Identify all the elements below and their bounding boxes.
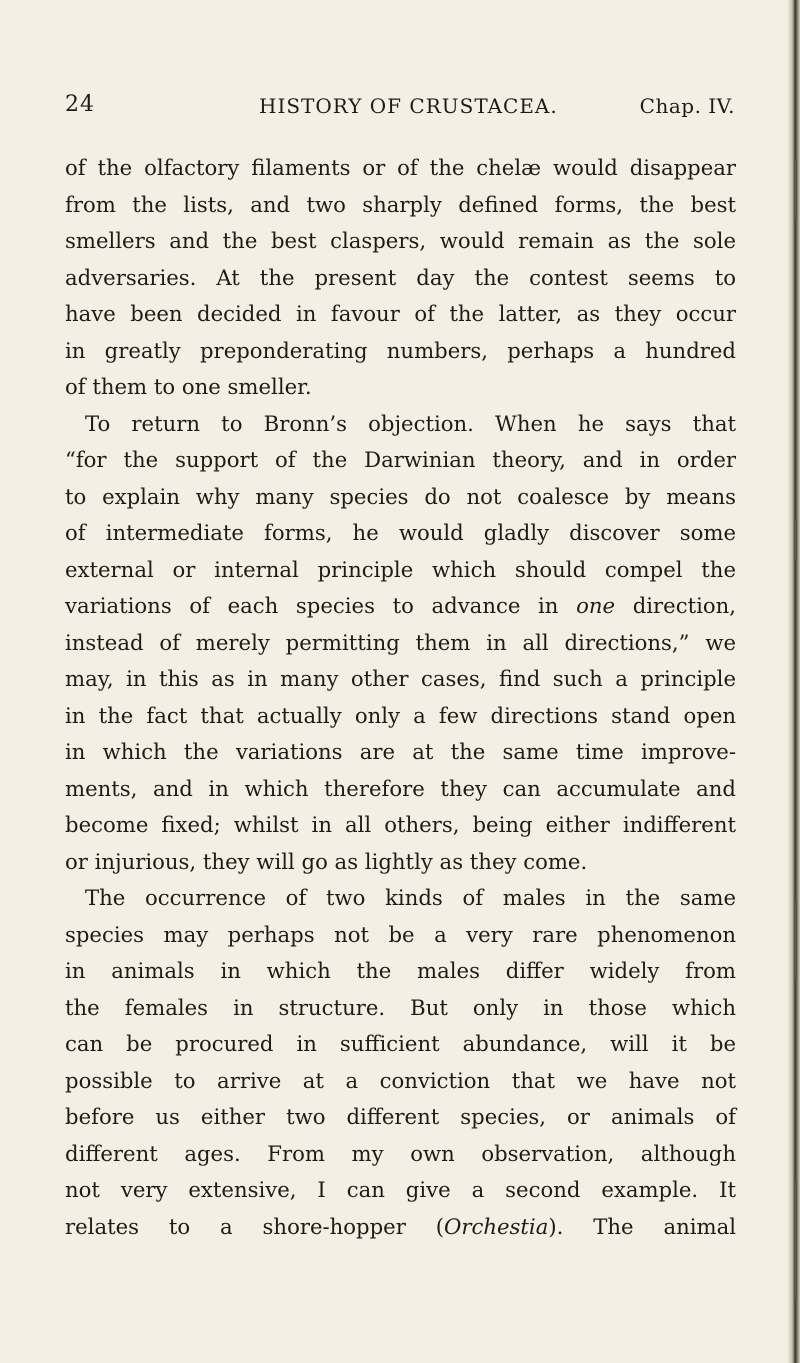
text-line: may, in this as in many other cases, find such a principle bbox=[65, 666, 736, 691]
body-text bbox=[65, 150, 736, 1245]
italic-fragment: one bbox=[576, 593, 616, 618]
text-line: external or internal principle which should compel the bbox=[65, 556, 736, 582]
text-line: to explain why many species do not coalesce by means bbox=[65, 483, 736, 509]
text-line: have been decided in favour of the latter, as they occur bbox=[65, 301, 736, 326]
text-line: in the fact that actually only a few directions stand open bbox=[65, 702, 736, 728]
text-line: To return to Bronn’s objection. When he says that bbox=[85, 410, 736, 436]
text-line: instead of merely permitting them in all directions,” we bbox=[65, 629, 736, 655]
edge-mark bbox=[795, 900, 797, 980]
text-line: of them to one smeller. bbox=[65, 374, 312, 399]
page-header bbox=[65, 92, 735, 128]
text-fragment: direction, bbox=[615, 593, 736, 618]
text-line: The occurrence of two kinds of males in the same bbox=[85, 885, 736, 910]
text-line: different ages. From my own observation, although bbox=[65, 1140, 736, 1166]
text-line: adversaries. At the present day the contest seems to bbox=[65, 264, 736, 290]
text-line: become fixed; whilst in all others, being either indifferent bbox=[65, 812, 736, 837]
text-line: “for the support of the Darwinian theory, and in order bbox=[65, 447, 736, 472]
text-fragment: variations of each species to advance in bbox=[65, 593, 577, 618]
text-line: smellers and the best claspers, would remain as the sole bbox=[65, 228, 736, 253]
text-line: of the olfactory filaments or of the chelæ would disappear bbox=[65, 155, 736, 180]
edge-mark bbox=[795, 520, 797, 560]
text-line bbox=[65, 588, 736, 625]
edge-mark bbox=[795, 160, 797, 220]
text-line: species may perhaps not be a very rare phenomenon bbox=[65, 921, 736, 947]
text-fragment: relates to a shore-hopper ( bbox=[65, 1213, 444, 1239]
italic-fragment: Orchestia bbox=[444, 1213, 549, 1239]
text-line: not very extensive, I can give a second example. It bbox=[65, 1177, 736, 1202]
text-line: of intermediate forms, he would gladly discover some bbox=[65, 520, 736, 545]
text-line: or injurious, they will go as lightly as they come. bbox=[65, 848, 588, 874]
text-line: from the lists, and two sharply defined forms, the best bbox=[65, 191, 736, 217]
edge-mark bbox=[795, 1180, 797, 1300]
text-line bbox=[65, 1209, 736, 1246]
text-line: the females in structure. But only in those which bbox=[65, 994, 736, 1020]
text-line: before us either two different species, or animals of bbox=[65, 1104, 736, 1129]
chapter-label: Chap. IV. bbox=[639, 94, 735, 118]
text-line: in greatly preponderating numbers, perhaps a hundred bbox=[65, 337, 736, 363]
page-number: 24 bbox=[65, 92, 95, 117]
text-line: can be procured in sufficient abundance, will it be bbox=[65, 1031, 736, 1056]
text-line: in which the variations are at the same time improve- bbox=[65, 739, 736, 764]
text-line: possible to arrive at a conviction that we have not bbox=[65, 1067, 736, 1093]
page-edge bbox=[788, 0, 800, 1363]
text-line: in animals in which the males differ widely from bbox=[65, 958, 736, 983]
text-fragment: ). The animal bbox=[548, 1213, 736, 1239]
text-line: ments, and in which therefore they can accumulate and bbox=[65, 775, 736, 801]
running-title: HISTORY OF CRUSTACEA. bbox=[259, 94, 558, 118]
